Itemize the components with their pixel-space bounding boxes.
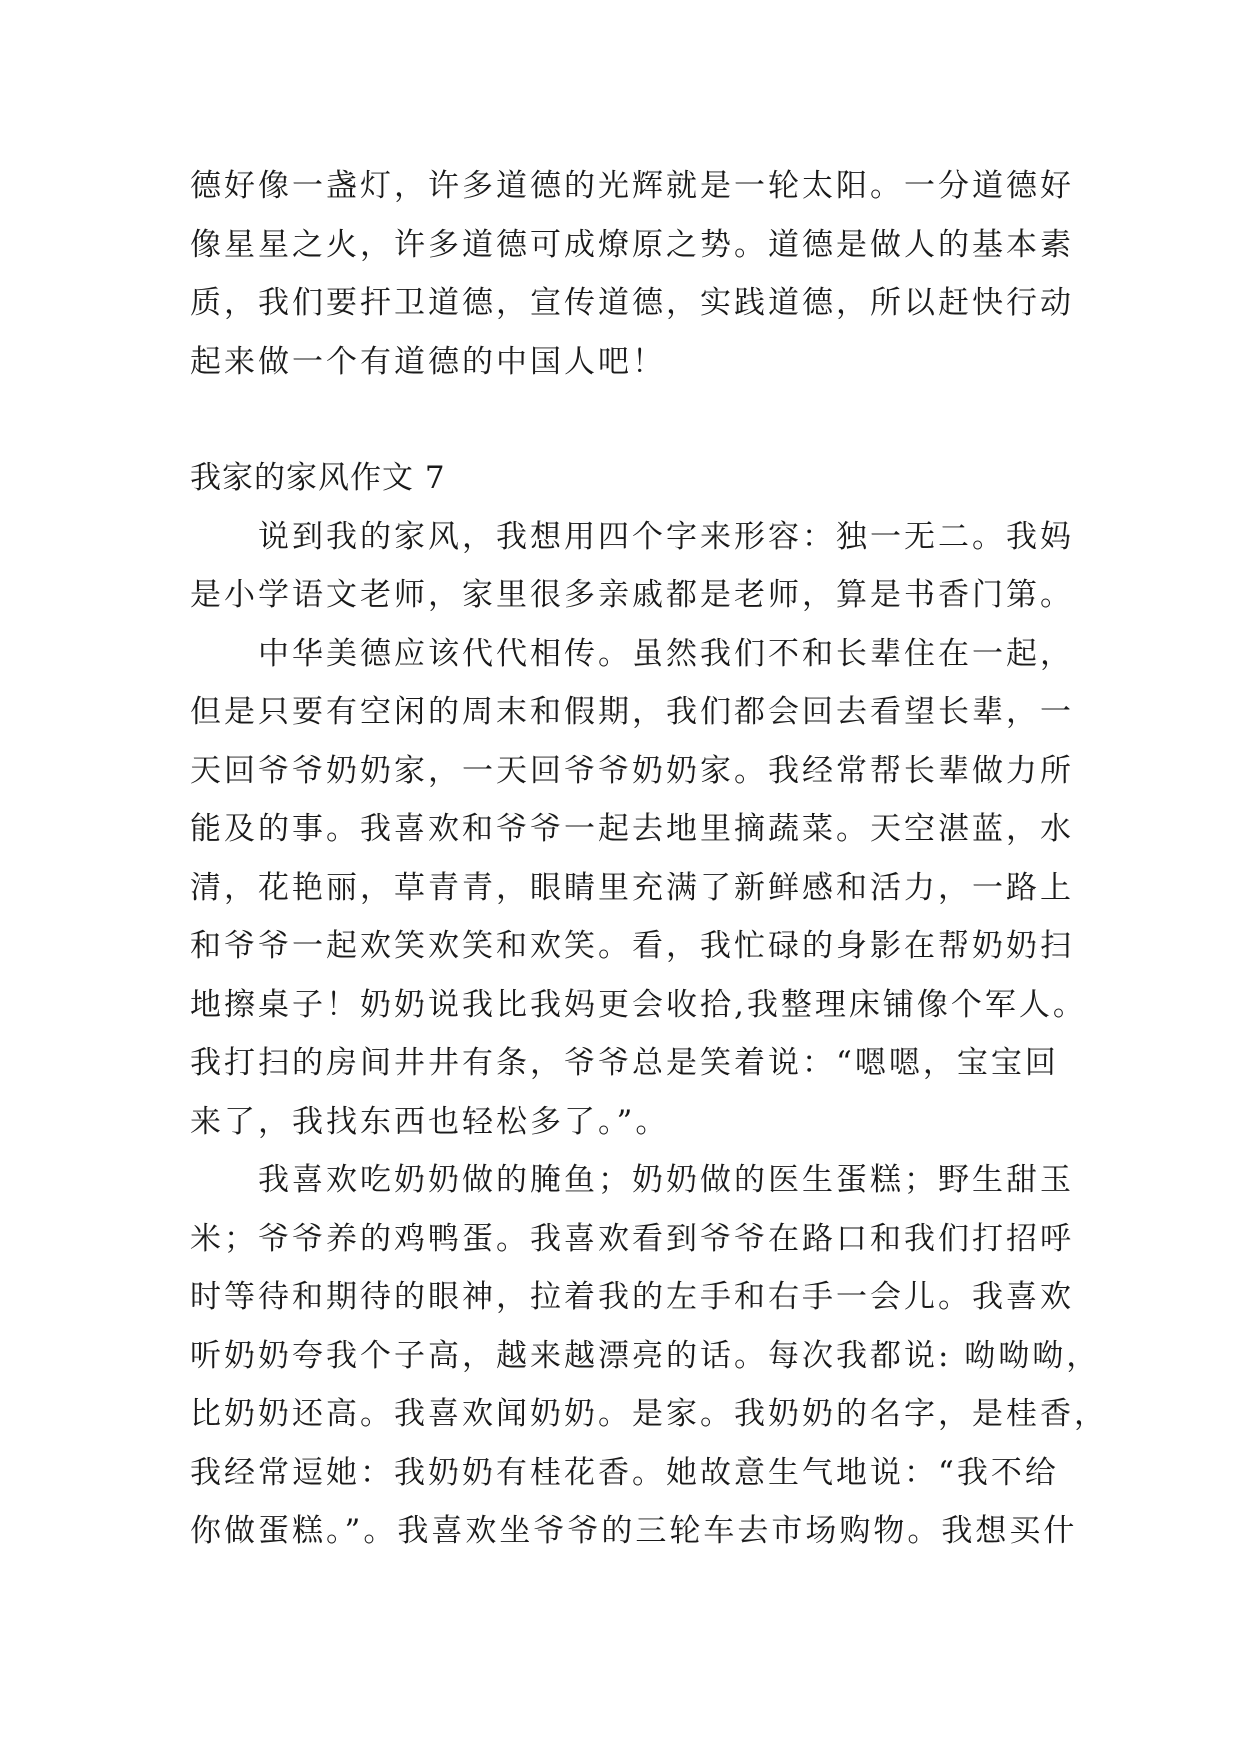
text-line: 比奶奶还高。我喜欢闻奶奶。是家。我奶奶的名字，是桂香， bbox=[190, 1396, 1108, 1432]
text-line: 米；爷爷养的鸡鸭蛋。我喜欢看到爷爷在路口和我们打招呼 bbox=[190, 1220, 1074, 1257]
text-line: 我打扫的房间井井有条，爷爷总是笑着说：“嗯嗯，宝宝回 bbox=[190, 1045, 1059, 1081]
text-line: 是小学语文老师，家里很多亲戚都是老师，算是书香门第。 bbox=[190, 577, 1074, 613]
text-line: 质，我们要扞卫道德，宣传道德，实践道德，所以赶快行动 bbox=[190, 285, 1074, 321]
text-line: 时等待和期待的眼神，拉着我的左手和右手一会儿。我喜欢 bbox=[190, 1279, 1074, 1315]
text-line: 和爷爷一起欢笑欢笑和欢笑。看，我忙碌的身影在帮奶奶扫 bbox=[190, 928, 1074, 964]
text-line: 清，花艳丽，草青青，眼睛里充满了新鲜感和活力，一路上 bbox=[190, 869, 1074, 906]
document-body bbox=[190, 157, 1108, 1561]
section-heading: 我家的家风作文 7 bbox=[190, 460, 446, 496]
paragraph-3 bbox=[190, 1151, 1108, 1561]
paragraph-spacer bbox=[190, 391, 1070, 449]
text-line: 德好像一盏灯，许多道德的光辉就是一轮太阳。一分道德好 bbox=[190, 168, 1074, 204]
text-line: 说到我的家风，我想用四个字来形容：独一无二。我妈 bbox=[258, 518, 1074, 555]
intro-paragraph bbox=[190, 157, 1074, 391]
text-line: 但是只要有空闲的周末和假期，我们都会回去看望长辈，一 bbox=[190, 694, 1074, 730]
text-line: 天回爷爷奶奶家，一天回爷爷奶奶家。我经常帮长辈做力所 bbox=[190, 752, 1074, 789]
text-line: 你做蛋糕。”。我喜欢坐爷爷的三轮车去市场购物。我想买什 bbox=[190, 1513, 1078, 1549]
text-line: 我经常逗她：我奶奶有桂花香。她故意生气地说：“我不给 bbox=[190, 1454, 1059, 1491]
text-line: 听奶奶夸我个子高，越来越漂亮的话。每次我都说: 呦呦呦， bbox=[190, 1337, 1101, 1374]
text-line: 来了，我找东西也轻松多了。”。 bbox=[190, 1103, 670, 1140]
paragraph-2 bbox=[190, 625, 1087, 1152]
text-line: 地擦桌子！奶奶说我比我妈更会收拾,我整理床铺像个军人。 bbox=[190, 986, 1087, 1023]
text-line: 像星星之火，许多道德可成燎原之势。道德是做人的基本素 bbox=[190, 226, 1074, 263]
paragraph-1 bbox=[190, 508, 1074, 625]
text-line: 我喜欢吃奶奶做的腌鱼；奶奶做的医生蛋糕；野生甜玉 bbox=[258, 1162, 1074, 1198]
text-line: 中华美德应该代代相传。虽然我们不和长辈住在一起， bbox=[258, 635, 1074, 672]
text-line: 起来做一个有道德的中国人吧！ bbox=[190, 343, 666, 380]
text-line: 能及的事。我喜欢和爷爷一起去地里摘蔬菜。天空湛蓝，水 bbox=[190, 811, 1074, 847]
